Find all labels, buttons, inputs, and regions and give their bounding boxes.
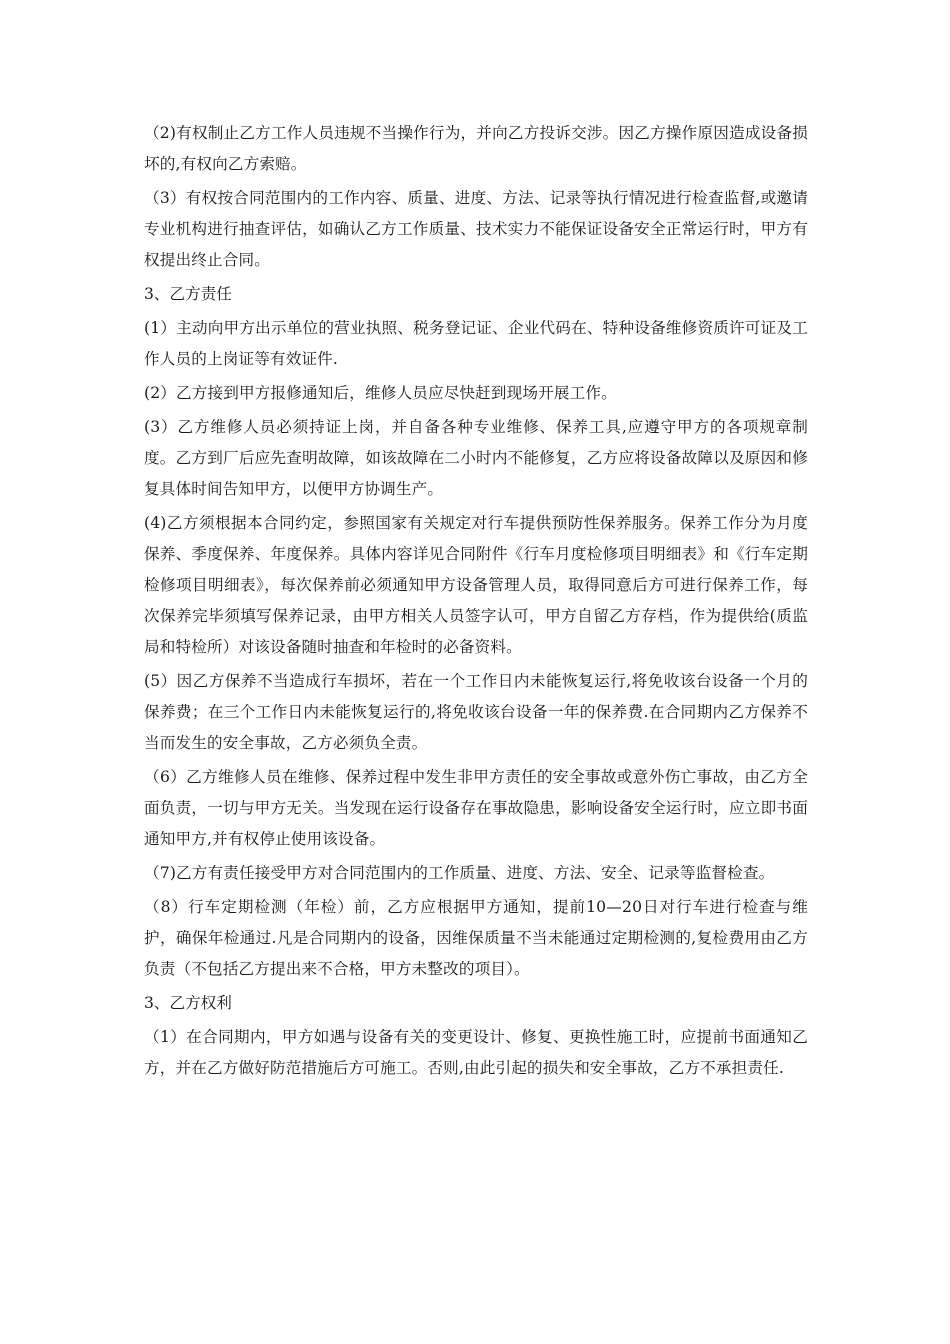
paragraph-party-b-right-1: （1）在合同期内，甲方如遇与设备有关的变更设计、修复、更换性施工时，应提前书面通知乙方，并在乙方做好防范措施后方可施工。否则,由此引起的损失和安全事故，乙方不承担责任. xyxy=(144,1028,808,1077)
paragraph-party-b-duty-4: (4)乙方须根据本合同约定，参照国家有关规定对行车提供预防性保养服务。保养工作分为月度保养、季度保养、年度保养。具体内容详见合同附件《行车月度检修项目明细表》和《行车定期检修项目明细表》，每次保养前必须通知甲方设备管理人员，取得同意后方可进行保养工作，每次保养完毕须填写保养记录，由甲方相关人员签字认可，甲方自留乙方存档，作为提供给(质监局和特检所）对该设备随时抽查和年检时的必备资料。 xyxy=(144,514,808,656)
paragraph-party-b-duty-5: (5）因乙方保养不当造成行车损坏，若在一个工作日内未能恢复运行,将免收该台设备一个月的保养费；在三个工作日内未能恢复运行的,将免收该台设备一年的保养费.在合同期内乙方保养不当而发生的安全事故，乙方必须负全责。 xyxy=(144,672,808,752)
section-heading-party-b-duties: 3、乙方责任 xyxy=(144,285,232,303)
paragraph-party-b-duty-3: (3）乙方维修人员必须持证上岗，并自备各种专业维修、保养工具,应遵守甲方的各项规章制度。乙方到厂后应先查明故障，如该故障在二小时内不能修复，乙方应将设备故障以及原因和修复具体时间告知甲方，以便甲方协调生产。 xyxy=(144,418,808,498)
document-page xyxy=(144,118,808,1087)
section-heading-party-b-rights: 3、乙方权利 xyxy=(144,994,232,1012)
paragraph-party-a-right-2: （2)有权制止乙方工作人员违规不当操作行为，并向乙方投诉交涉。因乙方操作原因造成设备损坏的,有权向乙方索赔。 xyxy=(144,124,808,173)
paragraph-party-b-duty-6: （6）乙方维修人员在维修、保养过程中发生非甲方责任的安全事故或意外伤亡事故，由乙方全面负责，一切与甲方无关。当发现在运行设备存在事故隐患，影响设备安全运行时，应立即书面通知甲方,并有权停止使用该设备。 xyxy=(144,768,808,848)
paragraph-party-b-duty-2: (2）乙方接到甲方报修通知后，维修人员应尽快赶到现场开展工作。 xyxy=(144,384,617,402)
paragraph-party-a-right-3: （3）有权按合同范围内的工作内容、质量、进度、方法、记录等执行情况进行检查监督,或邀请专业机构进行抽查评估，如确认乙方工作质量、技术实力不能保证设备安全正常运行时，甲方有权提出终止合同。 xyxy=(144,189,808,269)
paragraph-party-b-duty-1: (1）主动向甲方出示单位的营业执照、税务登记证、企业代码在、特种设备维修资质许可证及工作人员的上岗证等有效证件. xyxy=(144,319,808,368)
paragraph-party-b-duty-8: （8）行车定期检测（年检）前，乙方应根据甲方通知，提前10—20日对行车进行检查与维护，确保年检通过.凡是合同期内的设备，因维保质量不当未能通过定期检测的,复检费用由乙方负责（不包括乙方提出来不合格，甲方未整改的项目）。 xyxy=(144,898,808,978)
paragraph-party-b-duty-7: （7)乙方有责任接受甲方对合同范围内的工作质量、进度、方法、安全、记录等监督检查。 xyxy=(144,864,775,882)
